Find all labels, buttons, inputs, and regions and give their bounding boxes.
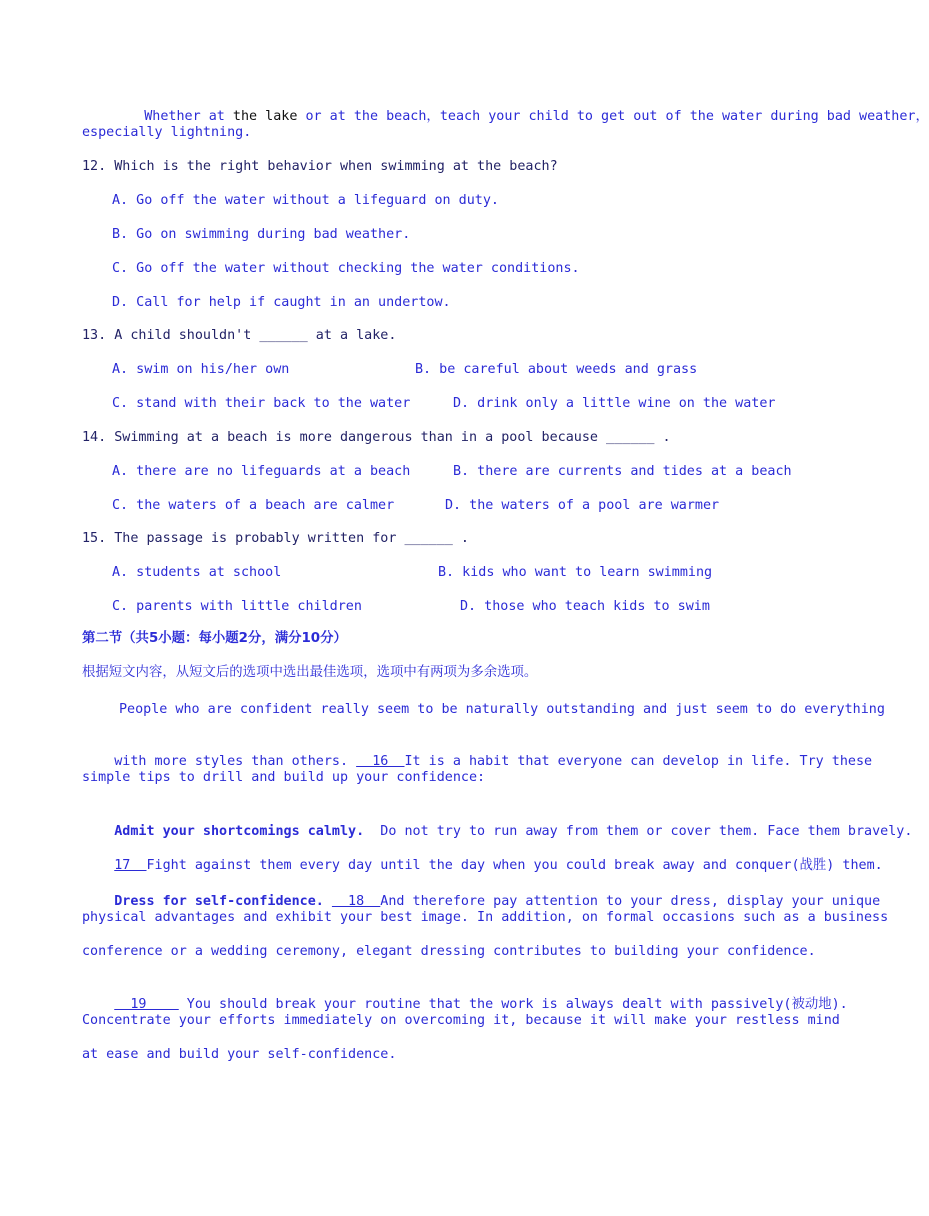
question-12-option-d: D. Call for help if caught in an undertow.: [112, 295, 451, 310]
question-13-option-b: B. be careful about weeds and grass: [415, 362, 698, 377]
passage-line: Concentrate your efforts immediately on overcoming it, because it will make your restless mind: [82, 1013, 840, 1028]
intro-line-2: especially lightning.: [82, 125, 252, 140]
blank-16: 16: [356, 754, 405, 769]
question-14-option-d: D. the waters of a pool are warmer: [445, 498, 720, 513]
question-12-option-c: C. Go off the water without checking the water conditions.: [112, 261, 580, 276]
question-15-option-a: A. students at school: [112, 565, 282, 580]
section-2-heading: 第二节（共5小题：每小题2分，满分10分）: [82, 631, 347, 646]
tip-1-heading: Admit your shortcomings calmly.: [114, 824, 365, 839]
question-14-option-a: A. there are no lifeguards at a beach: [112, 464, 411, 479]
passage-text: Do not try to run away from them or cover them. Face them bravely.: [364, 824, 913, 839]
question-14-stem: 14. Swimming at a beach is more dangerous than in a pool because ______ .: [82, 430, 671, 445]
intro-text: the lake: [224, 109, 306, 124]
passage-text: You should break your routine that the work is always dealt with passively(被动地).: [178, 997, 848, 1012]
passage-line: People who are confident really seem to be naturally outstanding and just seem to do everything: [119, 702, 885, 717]
question-12-option-a: A. Go off the water without a lifeguard on duty.: [112, 193, 499, 208]
passage-line: conference or a wedding ceremony, elegant dressing contributes to building your confidence.: [82, 944, 816, 959]
blank-19: 19: [114, 997, 179, 1012]
question-14-option-c: C. the waters of a beach are calmer: [112, 498, 395, 513]
passage-text: It is a habit that everyone can develop in life. Try these: [404, 754, 873, 769]
passage-line: physical advantages and exhibit your best image. In addition, on formal occasions such as a business: [82, 910, 889, 925]
passage-text: And therefore pay attention to your dress, display your unique: [380, 894, 881, 909]
question-13-stem: 13. A child shouldn't ______ at a lake.: [82, 328, 397, 343]
passage-line: simple tips to drill and build up your confidence:: [82, 770, 486, 785]
tip-2-heading: Dress for self-confidence.: [114, 894, 324, 909]
question-12-option-b: B. Go on swimming during bad weather.: [112, 227, 411, 242]
intro-text: Whether at: [144, 109, 225, 124]
passage-text: with more styles than others.: [114, 754, 357, 769]
question-13-option-a: A. swim on his/her own: [112, 362, 290, 377]
question-15-stem: 15. The passage is probably written for ______ .: [82, 531, 469, 546]
blank-17: 17: [114, 858, 147, 873]
section-2-instruction: 根据短文内容，从短文后的选项中选出最佳选项，选项中有两项为多余选项。: [82, 665, 538, 680]
question-12-stem: 12. Which is the right behavior when swimming at the beach?: [82, 159, 558, 174]
passage-text: Fight against them every day until the day when you could break away and conquer(战胜) them.: [146, 858, 883, 873]
question-13-option-d: D. drink only a little wine on the water: [453, 396, 776, 411]
blank-18: 18: [331, 894, 381, 909]
question-15-option-b: B. kids who want to learn swimming: [438, 565, 713, 580]
passage-line: at ease and build your self-confidence.: [82, 1047, 397, 1062]
question-15-option-d: D. those who teach kids to swim: [460, 599, 710, 614]
intro-text: or at the beach，teach your child to get out of the water during bad weather，: [305, 109, 929, 124]
question-15-option-c: C. parents with little children: [112, 599, 362, 614]
question-14-option-b: B. there are currents and tides at a beach: [453, 464, 792, 479]
question-13-option-c: C. stand with their back to the water: [112, 396, 411, 411]
